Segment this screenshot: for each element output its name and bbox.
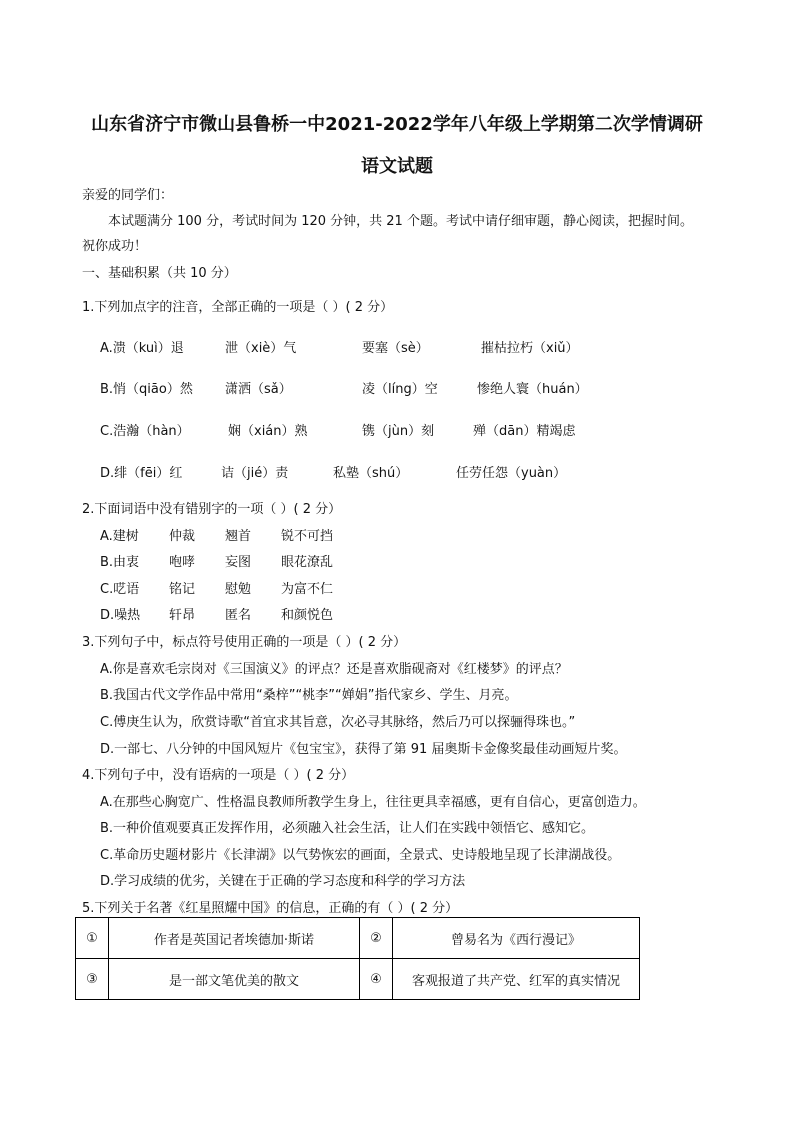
q2-option-a-3: 翘首	[225, 529, 252, 544]
q2-option-c-1: C.呓语	[100, 582, 140, 597]
q1-option-b-3: 凌（líng）空	[362, 382, 438, 397]
question-1-stem: 1.下列加点字的注音，全部正确的一项是（ ）( 2 分）	[82, 300, 394, 315]
q1-option-d-3: 私塾（shú）	[333, 466, 409, 481]
q3-option-d: D.一部七、八分钟的中国风短片《包宝宝》，获得了第 91 届奥斯卡金像奖最佳动画短片奖。	[100, 742, 627, 757]
q2-option-b-4: 眼花潦乱	[281, 555, 334, 570]
q4-option-b: B.一种价值观要真正发挥作用，必须融入社会生活，让人们在实践中领悟它、感知它。	[100, 821, 595, 836]
q4-option-a: A.在那些心胸宽广、性格温良教师所教学生身上，往往更具幸福感，更有自信心，更富创造力。	[100, 795, 646, 810]
table-cell-number: ④	[360, 959, 393, 1000]
q4-option-c: C.革命历史题材影片《长津湖》以气势恢宏的画面，全景式、史诗般地呈现了长津湖战役。	[100, 848, 621, 863]
q1-option-c-4: 殚（dān）精竭虑	[473, 424, 576, 439]
q2-option-c-2: 铭记	[169, 582, 196, 597]
q2-option-b-1: B.由衷	[100, 555, 140, 570]
q2-option-a-4: 锐不可挡	[281, 529, 334, 544]
q1-option-d-2: 诘（jié）责	[221, 466, 289, 481]
q3-option-b: B.我国古代文学作品中常用“桑梓”“桃李”“婵娟”指代家乡、学生、月亮。	[100, 688, 518, 703]
q1-option-b-2: 潇洒（sǎ）	[225, 382, 292, 397]
q5-info-table	[75, 917, 640, 1000]
q1-option-a-3: 要塞（sè）	[362, 341, 429, 356]
q2-option-d-1: D.噪热	[100, 608, 141, 623]
table-cell-text: 客观报道了共产党、红军的真实情况	[393, 959, 640, 1000]
q1-option-d-1: D.绯（fēi）红	[100, 466, 183, 481]
q1-option-d-4: 任劳任怨（yuàn）	[456, 466, 567, 481]
q1-option-b-4: 惨绝人寰（huán）	[477, 382, 588, 397]
q2-option-a-1: A.建树	[100, 529, 139, 544]
q1-option-a-2: 泄（xiè）气	[225, 341, 297, 356]
question-2-stem: 2.下面词语中没有错别字的一项（ ）( 2 分）	[82, 502, 342, 517]
q1-option-c-1: C.浩瀚（hàn）	[100, 424, 190, 439]
section-heading: 一、基础积累（共 10 分）	[82, 266, 237, 281]
instructions: 本试题满分 100 分，考试时间为 120 分钟，共 21 个题。考试中请仔细审题，静心阅读，把握时间。	[108, 214, 693, 229]
q2-option-b-3: 妄图	[225, 555, 252, 570]
q2-option-d-2: 轩昂	[169, 608, 196, 623]
table-cell-number: ②	[360, 918, 393, 959]
table-cell-number: ①	[76, 918, 109, 959]
q2-option-d-4: 和颜悦色	[281, 608, 334, 623]
table-cell-text: 是一部文笔优美的散文	[109, 959, 360, 1000]
q3-option-c: C.傅庚生认为，欣赏诗歌“首宜求其旨意，次必寻其脉络，然后乃可以探骊得珠也。”	[100, 715, 576, 730]
q1-option-a-4: 摧枯拉朽（xiǔ）	[481, 341, 579, 356]
table-cell-text: 作者是英国记者埃德加·斯诺	[109, 918, 360, 959]
q2-option-c-4: 为富不仁	[281, 582, 334, 597]
q1-option-c-2: 娴（xián）熟	[228, 424, 308, 439]
table-cell-text: 曾易名为《西行漫记》	[393, 918, 640, 959]
question-4-stem: 4.下列句子中，没有语病的一项是（ ）( 2 分）	[82, 768, 355, 783]
q2-option-c-3: 慰勉	[225, 582, 252, 597]
question-5-stem: 5.下列关于名著《红星照耀中国》的信息，正确的有（ ）( 2 分）	[82, 901, 459, 916]
table-cell-number: ③	[76, 959, 109, 1000]
q4-option-d: D.学习成绩的优劣，关键在于正确的学习态度和科学的学习方法	[100, 874, 466, 889]
q2-option-a-2: 仲裁	[169, 529, 196, 544]
wish: 祝你成功！	[82, 239, 148, 254]
q1-option-a-1: A.溃（kuì）退	[100, 341, 184, 356]
q2-option-d-3: 匿名	[225, 608, 252, 623]
q1-option-b-1: B.悄（qiāo）然	[100, 382, 193, 397]
table-row	[76, 959, 640, 1000]
q3-option-a: A.你是喜欢毛宗岗对《三国演义》的评点？还是喜欢脂砚斋对《红楼梦》的评点？	[100, 662, 568, 677]
q2-option-b-2: 咆哮	[169, 555, 196, 570]
question-3-stem: 3.下列句子中，标点符号使用正确的一项是（ ）( 2 分）	[82, 635, 407, 650]
greeting: 亲爱的同学们：	[82, 188, 174, 203]
page-title-line1: 山东省济宁市微山县鲁桥一中2021-2022学年八年级上学期第二次学情调研	[91, 114, 703, 135]
page-title-line2: 语文试题	[361, 156, 433, 177]
table-row	[76, 918, 640, 959]
q1-option-c-3: 镌（jùn）刻	[362, 424, 435, 439]
